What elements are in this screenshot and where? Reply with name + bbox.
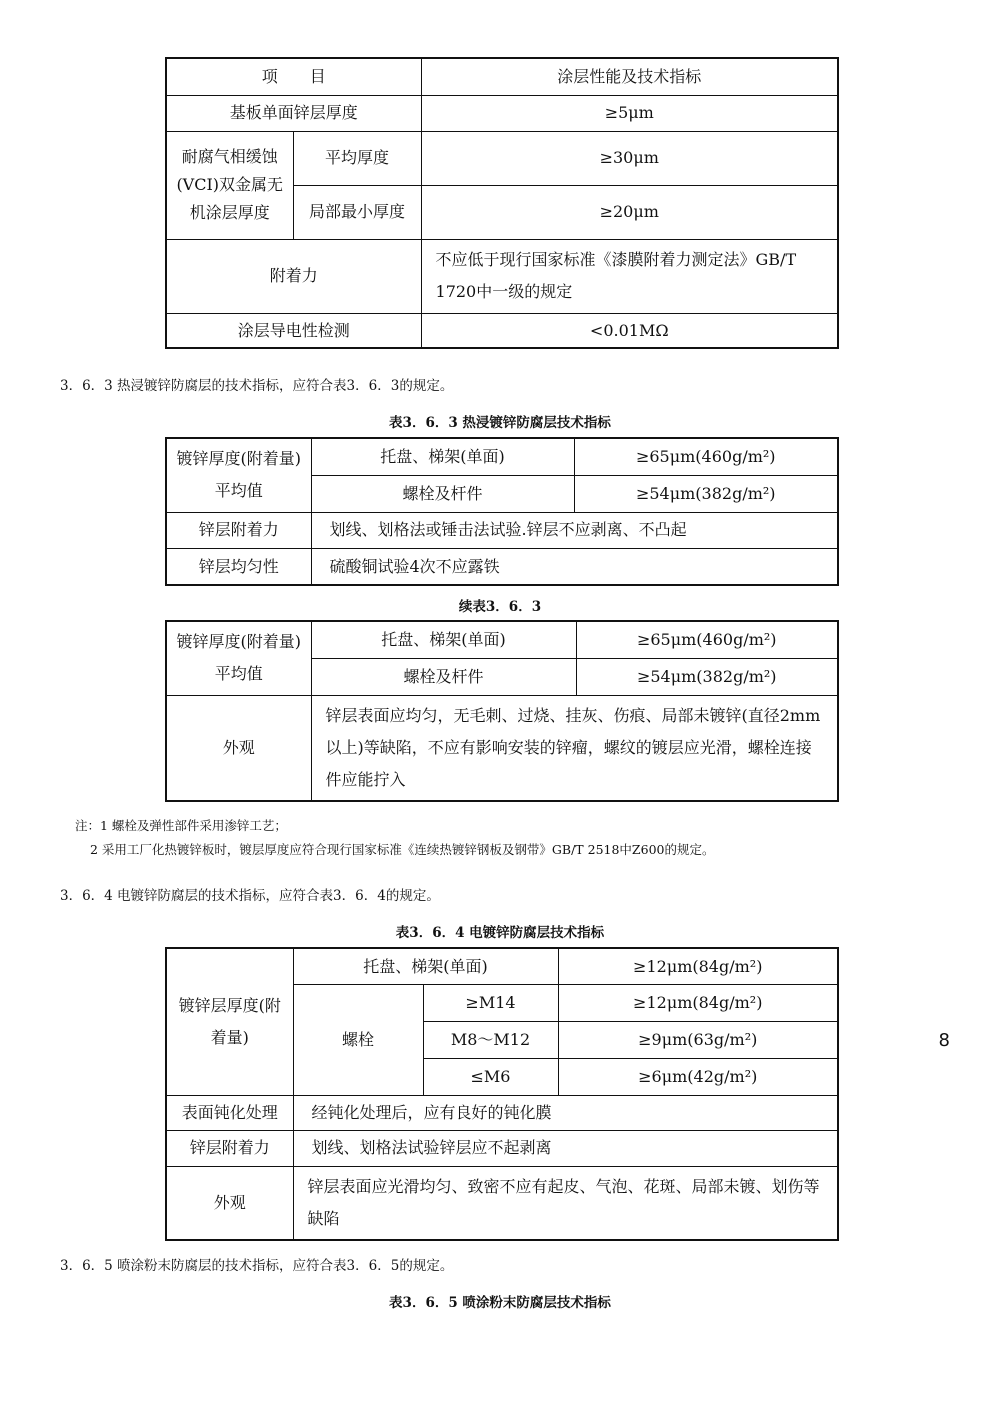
cell-value: ≥12μm(84g/m²) [558, 984, 838, 1021]
table-row [166, 131, 838, 185]
cell-value: 锌层表面应均匀，无毛刺、过烧、挂灰、伤痕、局部未镀锌(直径2mm以上)等缺陷，不应有影响安装的锌瘤，螺纹的镀层应光滑，螺栓连接件应能拧入 [311, 695, 838, 801]
cell-label: 锌层附着力 [166, 512, 311, 548]
cell-label: 局部最小厚度 [293, 185, 421, 239]
table-row [166, 1095, 838, 1130]
table-row [166, 548, 838, 585]
cell-label: 外观 [166, 695, 311, 801]
table-row [166, 239, 838, 313]
hot-dip-galvanizing-table-continued [165, 620, 839, 802]
cell-label: 涂层导电性检测 [166, 313, 421, 348]
cell-group-label: 镀锌厚度(附着量)平均值 [166, 438, 311, 512]
cell-value: ≥54μm(382g/m²) [576, 658, 838, 695]
header-spec: 涂层性能及技术指标 [421, 58, 838, 95]
cell-label: ≥M14 [423, 984, 558, 1021]
cell-label: 平均厚度 [293, 131, 421, 185]
cell-bolt-label: 螺栓 [293, 984, 423, 1095]
cell-label: 托盘、梯架(单面) [293, 948, 558, 984]
cell-value: ≥54μm(382g/m²) [574, 475, 838, 512]
page-number: 8 [938, 1030, 950, 1051]
header-item: 项 目 [166, 58, 421, 95]
cell-label: 锌层均匀性 [166, 548, 311, 585]
cell-value: ≥20μm [421, 185, 838, 239]
cell-group-label: 镀锌层厚度(附着量) [166, 948, 293, 1095]
cell-label: 螺栓及杆件 [311, 475, 574, 512]
paragraph-3-6-3: 3．6．3 热浸镀锌防腐层的技术指标，应符合表3．6．3的规定。 [60, 378, 454, 394]
cell-value: ≥5μm [421, 95, 838, 131]
cell-group-label: 耐腐气相缓蚀(VCI)双金属无机涂层厚度 [166, 131, 293, 239]
cell-value: 经钝化处理后，应有良好的钝化膜 [293, 1095, 838, 1130]
cell-value: ≥65μm(460g/m²) [576, 621, 838, 658]
caption-table-3-6-4: 表3．6．4 电镀锌防腐层技术指标 [395, 925, 605, 941]
note-2: 2 采用工厂化热镀锌板时，镀层厚度应符合现行国家标准《连续热镀锌钢板及钢带》GB/T 2518中Z600的规定。 [90, 842, 715, 857]
cell-value: 硫酸铜试验4次不应露铁 [311, 548, 838, 585]
cell-group-label: 镀锌厚度(附着量)平均值 [166, 621, 311, 695]
cell-label: 外观 [166, 1166, 293, 1240]
cell-label: 螺栓及杆件 [311, 658, 576, 695]
cell-value: 不应低于现行国家标准《漆膜附着力测定法》GB/T 1720中一级的规定 [421, 239, 838, 313]
table-row [166, 948, 838, 984]
table-row [166, 1130, 838, 1166]
cell-value: 划线、划格法试验锌层应不起剥离 [293, 1130, 838, 1166]
paragraph-3-6-5: 3．6．5 喷涂粉末防腐层的技术指标，应符合表3．6．5的规定。 [60, 1258, 454, 1274]
table-row [166, 512, 838, 548]
table-row [166, 438, 838, 475]
caption-table-3-6-3-continued: 续表3．6．3 [458, 599, 542, 615]
cell-label: 锌层附着力 [166, 1130, 293, 1166]
cell-label: 基板单面锌层厚度 [166, 95, 421, 131]
cell-label: 托盘、梯架(单面) [311, 621, 576, 658]
cell-value: ≥12μm(84g/m²) [558, 948, 838, 984]
table-row [166, 621, 838, 658]
hot-dip-galvanizing-table [165, 437, 839, 586]
caption-table-3-6-5: 表3．6．5 喷涂粉末防腐层技术指标 [389, 1295, 611, 1311]
table-row [166, 95, 838, 131]
cell-value: ≥65μm(460g/m²) [574, 438, 838, 475]
electro-galvanizing-table [165, 947, 839, 1241]
coating-spec-table [165, 57, 839, 349]
cell-value: 锌层表面应光滑均匀、致密不应有起皮、气泡、花斑、局部未镀、划伤等缺陷 [293, 1166, 838, 1240]
note-1: 注：1 螺栓及弹性部件采用渗锌工艺； [75, 818, 287, 833]
cell-value: ≥6μm(42g/m²) [558, 1058, 838, 1095]
table-row [166, 695, 838, 801]
caption-table-3-6-3: 表3．6．3 热浸镀锌防腐层技术指标 [389, 415, 611, 431]
cell-value: ≥30μm [421, 131, 838, 185]
paragraph-3-6-4: 3．6．4 电镀锌防腐层的技术指标，应符合表3．6．4的规定。 [60, 888, 440, 904]
cell-label: M8～M12 [423, 1021, 558, 1058]
table-row [166, 313, 838, 348]
table-row [166, 1166, 838, 1240]
cell-value: <0.01MΩ [421, 313, 838, 348]
cell-label: 表面钝化处理 [166, 1095, 293, 1130]
cell-value: 划线、划格法或锤击法试验.锌层不应剥离、不凸起 [311, 512, 838, 548]
cell-value: ≥9μm(63g/m²) [558, 1021, 838, 1058]
cell-label: 托盘、梯架(单面) [311, 438, 574, 475]
cell-label: ≤M6 [423, 1058, 558, 1095]
cell-label: 附着力 [166, 239, 421, 313]
table-row [166, 58, 838, 95]
